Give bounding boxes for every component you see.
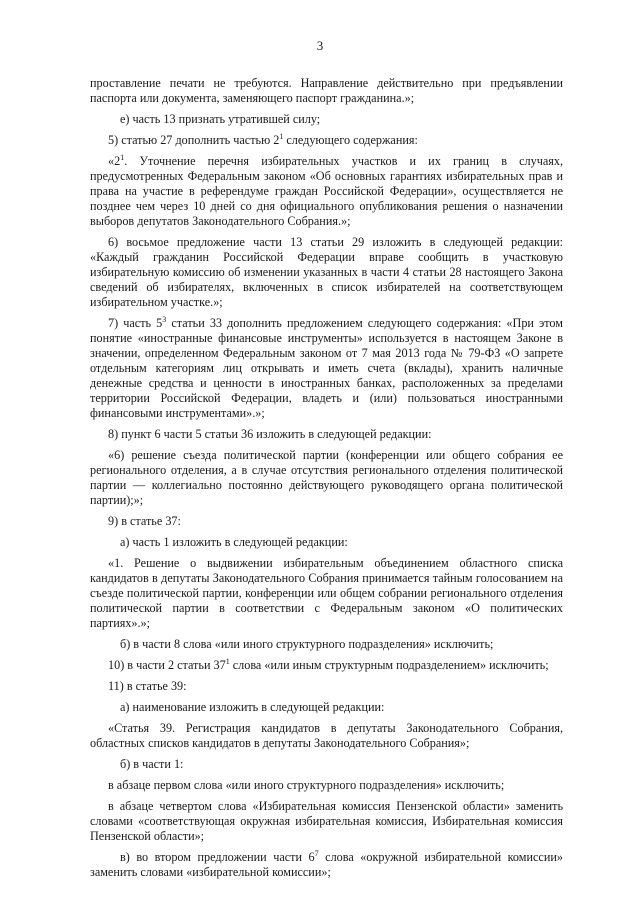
superscript: 7 — [314, 848, 319, 858]
paragraph: 8) пункт 6 части 5 статьи 36 изложить в следующей редакции: — [108, 427, 432, 441]
paragraph-text: слова «или иным структурным подразделением» исключить; — [229, 658, 549, 672]
superscript: 1 — [279, 131, 284, 141]
paragraph — [90, 133, 563, 148]
paragraph-text: «2 — [108, 154, 121, 168]
paragraph: 11) в статье 39: — [108, 679, 187, 693]
paragraph-text: . Уточнение перечня избирательных участков и их границ в случаях, предусмотренных Федеральным законом «Об основных гарантиях избирательных прав и права на участие в референдуме граждан Российской Федерации», осуществляется не позднее чем через 10 дней со дня официального опубликования решения о назначении выборов депутатов Законодательного Собрания.»; — [90, 154, 563, 228]
paragraph-text: 10) в части 2 статьи 37 — [108, 658, 226, 672]
paragraph: проставление печати не требуются. Направление действительно при предъявлении паспорта или документа, заменяющего паспорт гражданина.»; — [90, 76, 563, 105]
paragraph: а) часть 1 изложить в следующей редакции: — [120, 535, 348, 549]
paragraph: в абзаце первом слова «или иного структурного подразделения» исключить; — [108, 778, 505, 792]
paragraph-text: 5) статью 27 дополнить частью 2 — [108, 133, 280, 147]
paragraph-text: в) во втором предложении части 6 — [120, 850, 315, 864]
paragraph: «1. Решение о выдвижении избирательным объединением областного списка кандидатов в депутаты Законодательного Собрания принимается тайным голосованием на съезде политической партии, конференции или общем собрании регионального отделения политической партии в соответствии с Федеральным законом «О политических партиях».»; — [90, 556, 563, 630]
paragraph: б) в части 1: — [120, 757, 184, 771]
paragraph — [90, 658, 563, 673]
paragraph: в абзаце четвертом слова «Избирательная комиссия Пензенской области» заменить словами «соответствующая окружная избирательная комиссия, Избирательная комиссия Пензенской области»; — [90, 799, 563, 843]
paragraph-text: следующего содержания: — [283, 133, 418, 147]
paragraph: б) в части 8 слова «или иного структурного подразделения» исключить; — [120, 637, 494, 651]
paragraph — [90, 154, 563, 229]
superscript: 1 — [225, 656, 230, 666]
paragraph-text: слова «окружной избирательной комиссии» заменить словами «избирательной комиссии»; — [90, 850, 563, 879]
paragraph-text: статьи 33 дополнить предложением следующего содержания: «При этом понятие «иностранные финансовые инструменты» используется в настоящем Законе в значении, определенном Федеральным законом от 7 мая 2013 года № 79-ФЗ «О запрете отдельным категориям лиц открывать и иметь счета (вклады), хранить наличные денежные средства и ценности в иностранных банках, расположенных за пределами территории Российской Федерации, владеть и (или) пользоваться иностранными финансовыми инструментами».»; — [90, 316, 563, 420]
paragraph: а) наименование изложить в следующей редакции: — [120, 700, 385, 714]
paragraph — [90, 316, 563, 421]
superscript: 1 — [120, 152, 125, 162]
paragraph: 9) в статье 37: — [108, 514, 181, 528]
document-body — [90, 76, 563, 886]
paragraph: е) часть 13 признать утратившей силу; — [120, 112, 321, 126]
paragraph-text: 7) часть 5 — [108, 316, 163, 330]
paragraph — [90, 850, 563, 880]
paragraph: «6) решение съезда политической партии (конференции или общего собрания ее регионального отделения, а в случае отсутствия регионального отделения политической партии — коллегиально постоянно действующего руководящего органа политической партии);»; — [90, 448, 563, 507]
superscript: 3 — [162, 314, 167, 324]
paragraph: 6) восьмое предложение части 13 статьи 29 изложить в следующей редакции: «Каждый гражданин Российской Федерации вправе сообщить в участковую избирательную комиссию об изменении указанных в части 4 статьи 28 настоящего Закона сведений об избирателях, включенных в список избирателей на соответствующем избирательном участке.»; — [90, 235, 563, 309]
paragraph: «Статья 39. Регистрация кандидатов в депутаты Законодательного Собрания, областных списков кандидатов в депутаты Законодательного Собрания»; — [90, 721, 563, 750]
page-number: 3 — [316, 38, 324, 53]
